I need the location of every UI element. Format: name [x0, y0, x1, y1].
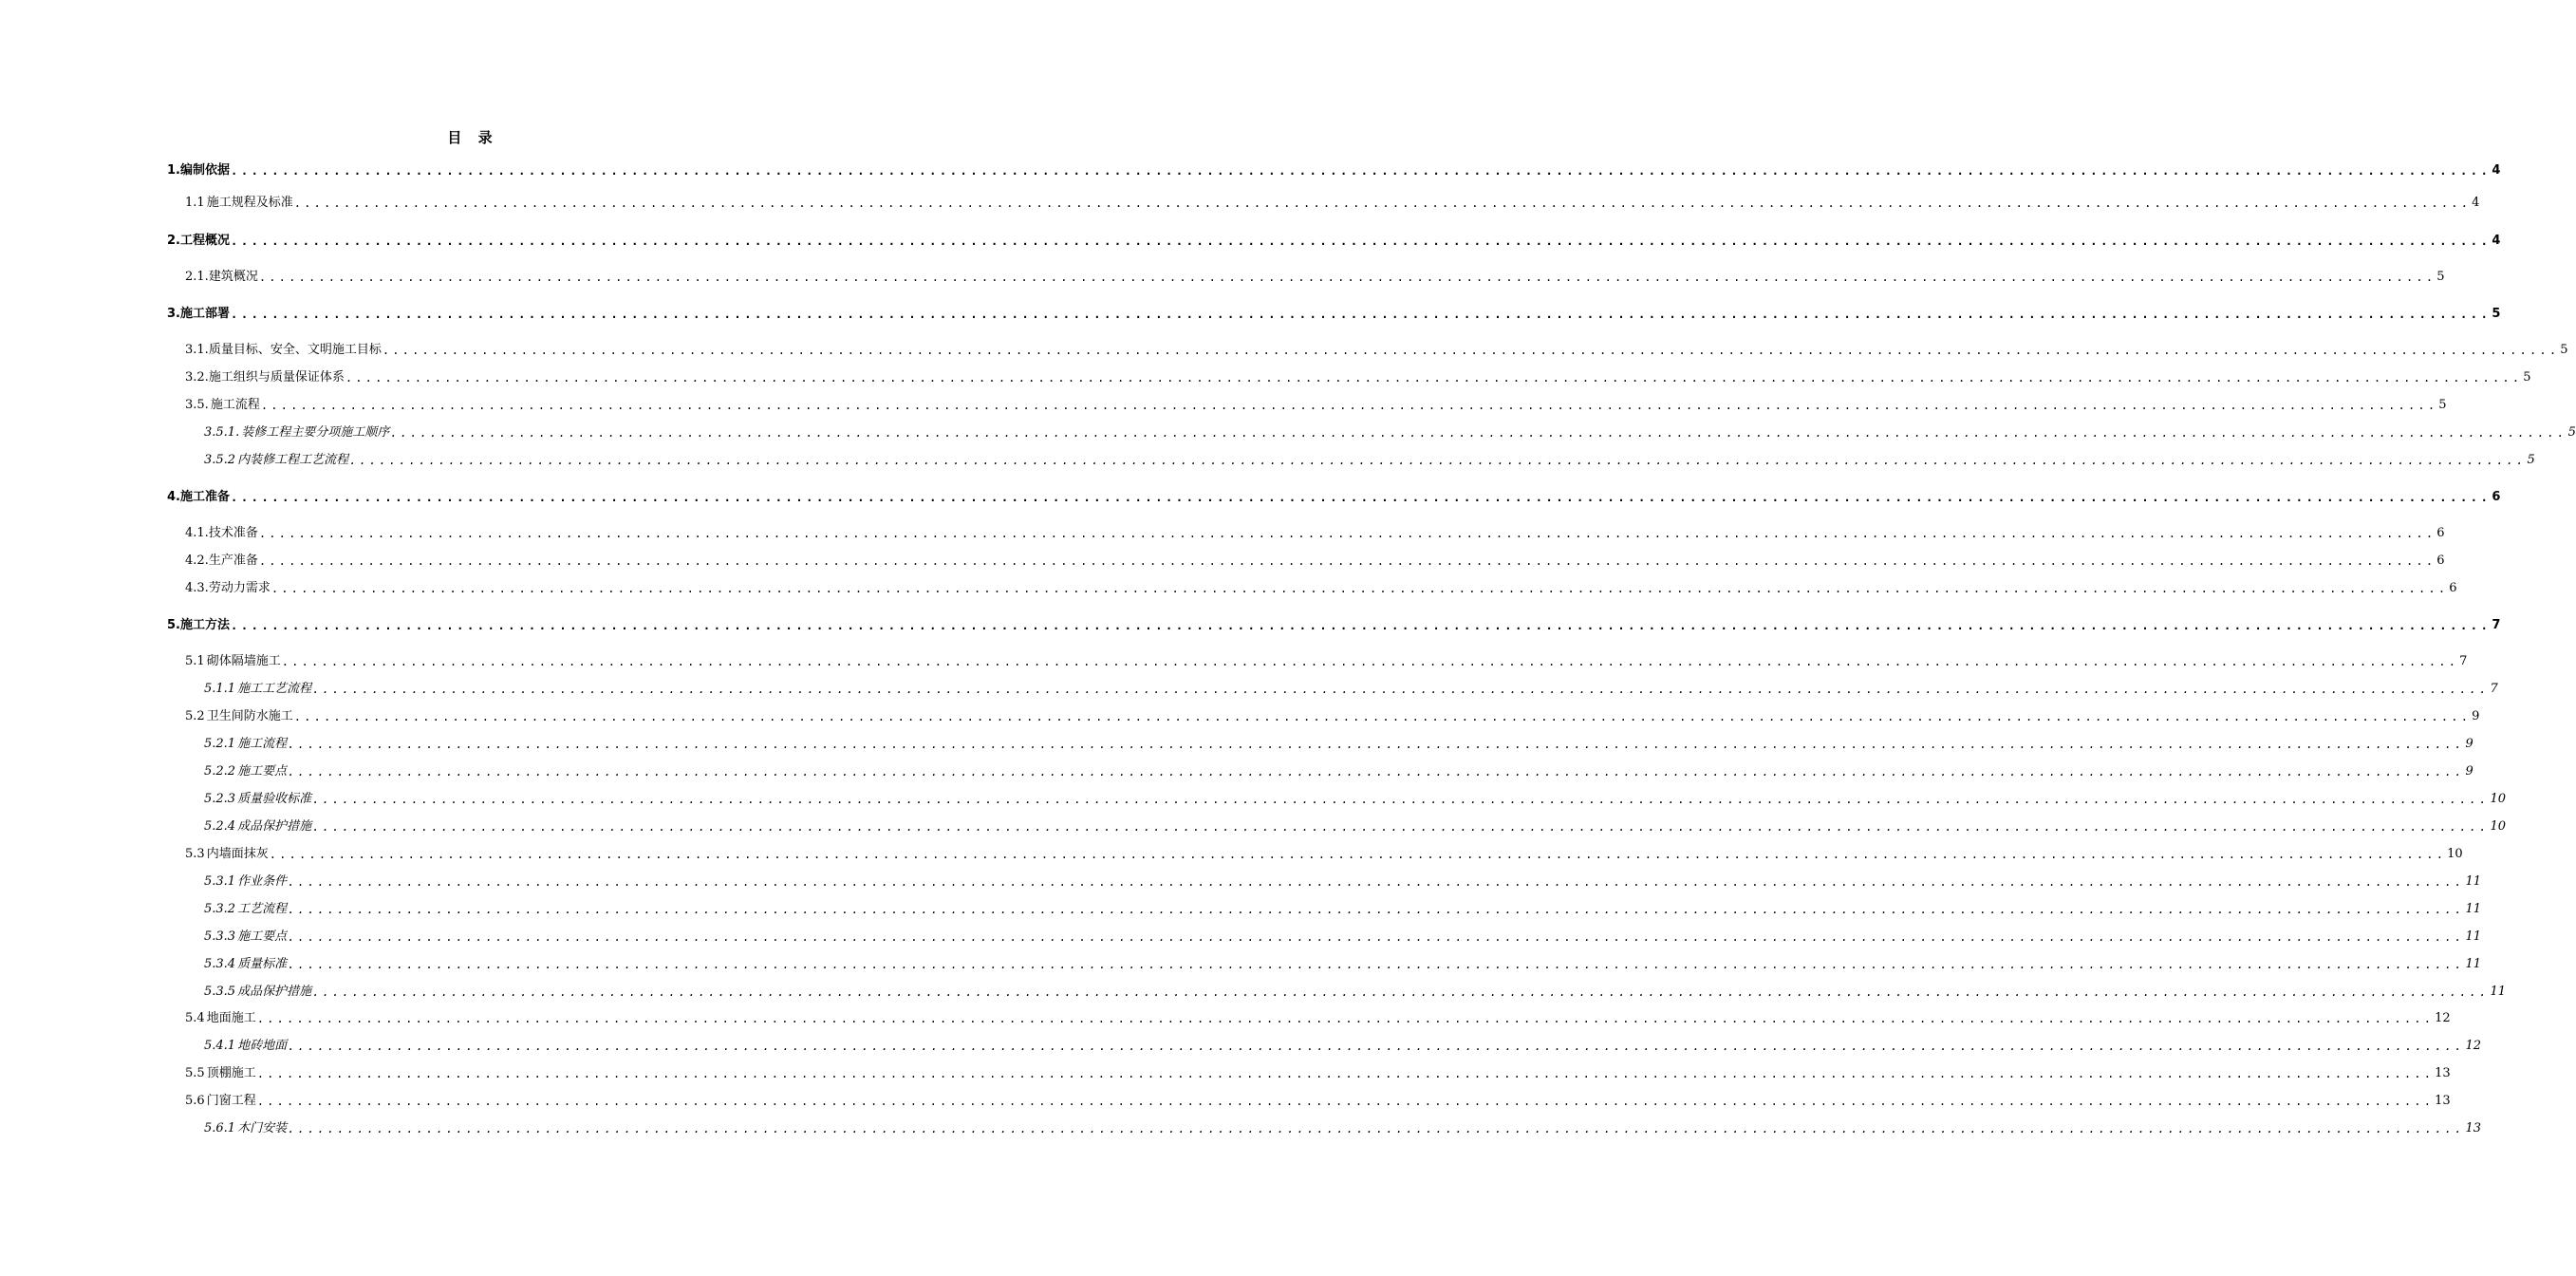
toc-entry-level-2[interactable] — [185, 369, 2531, 386]
toc-entry-label: 质量验收标准 — [237, 792, 312, 806]
toc-entry-number: 5.2.3 — [204, 792, 236, 806]
dot-leader: ............................................................................................................................................................................................................................ — [288, 930, 2465, 944]
toc-entry-level-2[interactable] — [185, 553, 2445, 570]
toc-entry-number: 5.3.3 — [204, 929, 236, 944]
toc-entry-label: 门窗工程 — [206, 1094, 256, 1108]
toc-entry-number: 2. — [167, 234, 180, 248]
toc-entry-page-number: 11 — [2490, 985, 2507, 999]
toc-entry-level-3[interactable] — [204, 424, 2576, 441]
dot-leader: ............................................................................................................................................................................................................................ — [349, 454, 2527, 467]
toc-entry-page-number: 5 — [2527, 453, 2535, 467]
toc-entry-label: 装修工程主要分项施工顺序 — [241, 425, 390, 440]
toc-entry-page-number: 13 — [2465, 1121, 2482, 1135]
dot-leader: ............................................................................................................................................................................................................................ — [258, 527, 2436, 540]
toc-entry-number: 5.4.1 — [204, 1039, 236, 1053]
toc-entry-number: 3.5.1. — [204, 425, 240, 440]
toc-entry-label: 技术准备 — [208, 526, 258, 540]
dot-leader: ............................................................................................................................................................................................................................ — [312, 683, 2490, 696]
toc-entry-page-number: 5 — [2492, 307, 2501, 321]
toc-entry-number: 5.3 — [185, 847, 205, 861]
toc-entry-label: 木门安装 — [237, 1121, 288, 1135]
dot-leader: ............................................................................................................................................................................................................................ — [312, 985, 2490, 999]
dot-leader: ............................................................................................................................................................................................................................ — [312, 820, 2490, 834]
dot-leader: ............................................................................................................................................................................................................................ — [231, 308, 2492, 321]
toc-entry-page-number: 9 — [2472, 709, 2480, 723]
toc-entry-level-2[interactable] — [185, 1093, 2451, 1110]
toc-entry-label: 成品保护措施 — [237, 985, 312, 999]
toc-entry-level-2[interactable] — [185, 1065, 2451, 1082]
toc-entry-level-3[interactable] — [204, 984, 2507, 1001]
toc-entry-label: 施工流程 — [210, 398, 260, 412]
toc-entry-number: 3.1. — [185, 343, 209, 357]
toc-entry-label: 施工方法 — [179, 618, 230, 632]
dot-leader: ............................................................................................................................................................................................................................ — [260, 399, 2438, 412]
dot-leader: ............................................................................................................................................................................................................................ — [231, 491, 2492, 504]
toc-entry-page-number: 9 — [2465, 737, 2473, 751]
toc-entry-number: 4.3. — [185, 581, 209, 595]
toc-entry-page-number: 5 — [2436, 270, 2445, 284]
toc-entry-label: 质量标准 — [237, 957, 288, 971]
toc-entry-label: 砌体隔墙施工 — [206, 654, 281, 668]
toc-entry-level-2[interactable] — [185, 1010, 2451, 1027]
toc-entry-number: 2.1. — [185, 270, 209, 284]
toc-entry-page-number: 12 — [2465, 1039, 2482, 1053]
dot-leader: ............................................................................................................................................................................................................................ — [288, 875, 2465, 889]
toc-entry-label: 质量目标、安全、文明施工目标 — [208, 343, 382, 357]
toc-entry-level-1[interactable] — [167, 306, 2501, 323]
dot-leader: ............................................................................................................................................................................................................................ — [271, 582, 2449, 595]
toc-entry-number: 3. — [167, 307, 180, 321]
toc-entry-page-number: 7 — [2492, 618, 2501, 632]
toc-entry-number: 5.2.2 — [204, 764, 236, 779]
toc-entry-label: 施工规程及标准 — [206, 196, 293, 210]
toc-entry-number: 5.3.1 — [204, 874, 236, 889]
toc-entry-label: 施工部署 — [179, 307, 230, 321]
dot-leader: ............................................................................................................................................................................................................................ — [231, 164, 2492, 178]
toc-entry-level-2[interactable] — [185, 525, 2445, 542]
toc-entry-level-3[interactable] — [204, 873, 2482, 891]
toc-entry-label: 生产准备 — [208, 554, 258, 568]
toc-entry-number: 5.4 — [185, 1011, 205, 1025]
toc-entry-page-number: 6 — [2492, 490, 2501, 504]
toc-entry-number: 5. — [167, 618, 180, 632]
toc-entry-level-2[interactable] — [185, 580, 2457, 597]
toc-entry-number: 4. — [167, 490, 180, 504]
toc-entry-label: 内装修工程工艺流程 — [237, 453, 349, 467]
toc-entry-level-3[interactable] — [204, 956, 2482, 973]
toc-entry-level-1[interactable] — [167, 489, 2501, 506]
toc-entry-number: 4.1. — [185, 526, 209, 540]
toc-entry-page-number: 10 — [2490, 792, 2507, 806]
toc-entry-level-3[interactable] — [204, 929, 2482, 946]
toc-entry-page-number: 5 — [2438, 398, 2447, 412]
dot-leader: ............................................................................................................................................................................................................................ — [231, 619, 2492, 632]
toc-entry-level-1[interactable] — [167, 233, 2501, 250]
toc-entry-level-3[interactable] — [204, 736, 2473, 753]
toc-entry-level-2[interactable] — [185, 397, 2447, 414]
dot-leader: ............................................................................................................................................................................................................................ — [390, 426, 2567, 440]
toc-title: 目 录 — [447, 129, 498, 146]
toc-entry-level-2[interactable] — [185, 846, 2463, 863]
toc-entry-level-3[interactable] — [204, 791, 2507, 808]
toc-entry-number: 5.3.2 — [204, 902, 236, 916]
dot-leader: ............................................................................................................................................................................................................................ — [269, 848, 2447, 861]
toc-entry-label: 地砖地面 — [237, 1039, 288, 1053]
toc-entry-page-number: 6 — [2436, 554, 2445, 568]
dot-leader: ............................................................................................................................................................................................................................ — [312, 793, 2490, 806]
dot-leader: ............................................................................................................................................................................................................................ — [258, 271, 2436, 284]
dot-leader: ............................................................................................................................................................................................................................ — [288, 1040, 2465, 1053]
toc-entry-number: 5.2.4 — [204, 819, 236, 834]
toc-entry-level-2[interactable] — [185, 708, 2480, 725]
dot-leader: ............................................................................................................................................................................................................................ — [382, 344, 2560, 357]
toc-entry-level-3[interactable] — [204, 901, 2482, 918]
toc-entry-level-3[interactable] — [204, 681, 2498, 698]
toc-entry-number: 5.6.1 — [204, 1121, 236, 1135]
toc-entry-label: 地面施工 — [206, 1011, 256, 1025]
toc-entry-label: 施工准备 — [179, 490, 230, 504]
toc-entry-page-number: 7 — [2459, 654, 2468, 668]
dot-leader: ............................................................................................................................................................................................................................ — [288, 738, 2465, 751]
toc-entry-label: 施工要点 — [237, 764, 288, 779]
toc-entry-page-number: 11 — [2465, 957, 2482, 971]
toc-entry-level-1[interactable] — [167, 617, 2501, 634]
toc-entry-level-2[interactable] — [185, 269, 2445, 286]
toc-entry-label: 劳动力需求 — [208, 581, 271, 595]
toc-entry-label: 编制依据 — [179, 163, 230, 178]
toc-entry-page-number: 5 — [2567, 425, 2576, 440]
toc-entry-label: 工程概况 — [179, 234, 230, 248]
toc-entry-level-1[interactable] — [167, 162, 2501, 179]
dot-leader: ............................................................................................................................................................................................................................ — [281, 655, 2459, 668]
toc-entry-label: 工艺流程 — [237, 902, 288, 916]
dot-leader: ............................................................................................................................................................................................................................ — [231, 235, 2492, 248]
toc-entry-number: 3.2. — [185, 370, 209, 385]
toc-entry-number: 5.1 — [185, 654, 205, 668]
toc-entry-level-2[interactable] — [185, 342, 2568, 359]
toc-entry-label: 卫生间防水施工 — [206, 709, 293, 723]
toc-entry-number: 5.1.1 — [204, 682, 236, 696]
toc-entry-label: 成品保护措施 — [237, 819, 312, 834]
dot-leader: ............................................................................................................................................................................................................................ — [256, 1095, 2435, 1108]
toc-entry-level-3[interactable] — [204, 818, 2507, 835]
dot-leader: ............................................................................................................................................................................................................................ — [258, 554, 2436, 568]
toc-entry-label: 作业条件 — [237, 874, 288, 889]
toc-entry-label: 建筑概况 — [208, 270, 258, 284]
toc-entry-page-number: 10 — [2447, 847, 2463, 861]
toc-entry-page-number: 13 — [2435, 1094, 2451, 1108]
dot-leader: ............................................................................................................................................................................................................................ — [345, 371, 2523, 385]
dot-leader: ............................................................................................................................................................................................................................ — [288, 903, 2465, 916]
dot-leader: ............................................................................................................................................................................................................................ — [293, 710, 2472, 723]
toc-entry-number: 1.1 — [185, 196, 205, 210]
toc-entry-page-number: 11 — [2465, 874, 2482, 889]
toc-entry-label: 施工组织与质量保证体系 — [208, 370, 345, 385]
toc-entry-label: 顶棚施工 — [206, 1066, 256, 1080]
toc-entry-number: 3.5.2 — [204, 453, 236, 467]
toc-entry-page-number: 4 — [2492, 163, 2501, 178]
toc-entry-label: 施工工艺流程 — [237, 682, 312, 696]
toc-entry-label: 施工流程 — [237, 737, 288, 751]
toc-entry-page-number: 4 — [2492, 234, 2501, 248]
toc-entry-number: 5.3.4 — [204, 957, 236, 971]
toc-entry-number: 5.2 — [185, 709, 205, 723]
toc-entry-level-3[interactable] — [204, 1120, 2482, 1137]
dot-leader: ............................................................................................................................................................................................................................ — [288, 1122, 2465, 1135]
toc-entry-number: 5.6 — [185, 1094, 205, 1108]
toc-entry-page-number: 5 — [2560, 343, 2568, 357]
toc-entry-label: 施工要点 — [237, 929, 288, 944]
toc-entry-level-2[interactable] — [185, 195, 2480, 212]
dot-leader: ............................................................................................................................................................................................................................ — [293, 197, 2472, 210]
toc-entry-page-number: 10 — [2490, 819, 2507, 834]
toc-entry-number: 5.5 — [185, 1066, 205, 1080]
toc-entry-page-number: 12 — [2435, 1011, 2451, 1025]
toc-entry-page-number: 13 — [2435, 1066, 2451, 1080]
toc-entry-page-number: 6 — [2449, 581, 2457, 595]
toc-entry-level-2[interactable] — [185, 653, 2468, 670]
toc-entry-number: 4.2. — [185, 554, 209, 568]
toc-entry-number: 3.5. — [185, 398, 209, 412]
toc-entry-page-number: 6 — [2436, 526, 2445, 540]
toc-entry-page-number: 7 — [2490, 682, 2498, 696]
dot-leader: ............................................................................................................................................................................................................................ — [256, 1067, 2435, 1080]
toc-entry-level-3[interactable] — [204, 1038, 2482, 1055]
toc-entry-level-3[interactable] — [204, 763, 2473, 780]
toc-entry-page-number: 9 — [2465, 764, 2473, 779]
toc-entry-page-number: 11 — [2465, 929, 2482, 944]
dot-leader: ............................................................................................................................................................................................................................ — [256, 1012, 2435, 1025]
toc-entry-page-number: 5 — [2523, 370, 2531, 385]
toc-entry-number: 5.2.1 — [204, 737, 236, 751]
toc-entry-level-3[interactable] — [204, 452, 2535, 469]
toc-entry-label: 内墙面抹灰 — [206, 847, 269, 861]
toc-entry-number: 1. — [167, 163, 180, 178]
toc-entry-page-number: 4 — [2472, 196, 2480, 210]
dot-leader: ............................................................................................................................................................................................................................ — [288, 765, 2465, 779]
dot-leader: ............................................................................................................................................................................................................................ — [288, 958, 2465, 971]
toc-entry-page-number: 11 — [2465, 902, 2482, 916]
toc-entry-number: 5.3.5 — [204, 985, 236, 999]
